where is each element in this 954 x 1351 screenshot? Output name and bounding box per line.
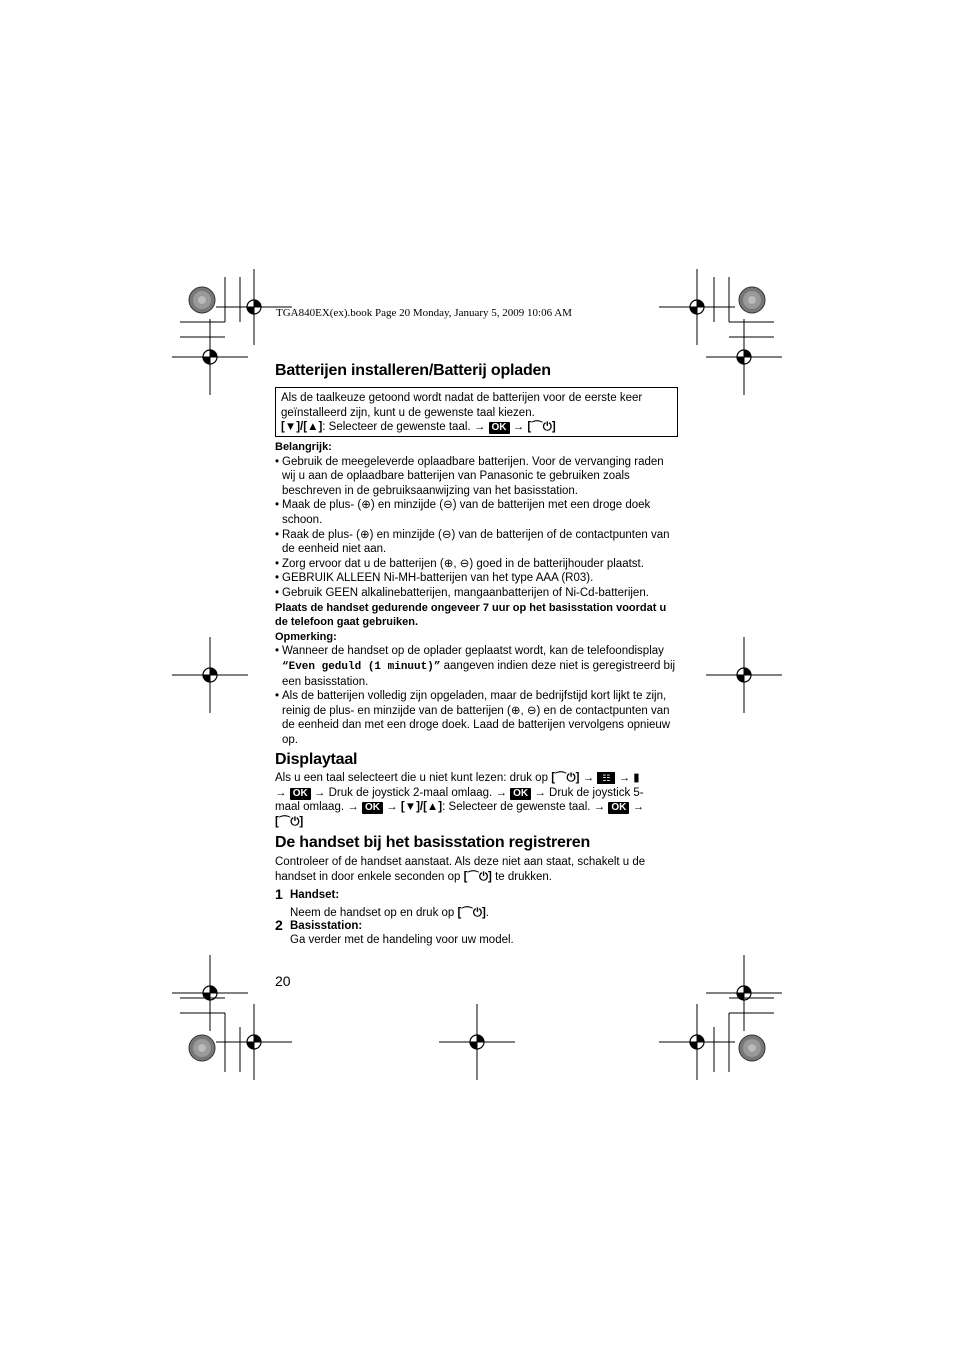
list-item: • Gebruik GEEN alkalinebatterijen, mangaanbatterijen of Ni-Cd-batterijen.: [275, 586, 680, 601]
display-message: “Even geduld (1 minuut)”: [282, 660, 441, 673]
step-title: Basisstation:: [290, 920, 363, 932]
notice-select-text: : Selecteer de gewenste taal.: [322, 421, 471, 434]
display-language-line-4: [275, 815, 680, 830]
step-number: 1: [275, 886, 283, 902]
instruction-text: Druk de joystick 2-maal omlaag.: [328, 786, 493, 799]
arrow-icon: →: [632, 801, 645, 814]
step-title: Handset:: [290, 889, 340, 901]
arrow-icon: →: [534, 786, 546, 799]
instruction-text: : Selecteer de gewenste taal.: [442, 801, 591, 814]
section-title-register: De handset bij het basisstation registreren: [275, 834, 591, 851]
notice-line-2: geïnstalleerd zijn, kunt u de gewenste taal kiezen.: [281, 406, 535, 419]
ok-key: OK: [362, 802, 383, 814]
arrow-icon: →: [347, 801, 359, 814]
note1-post-text: aangeven indien deze niet is geregistreerd bij een basisstation.: [282, 659, 676, 688]
arrow-icon: →: [313, 786, 326, 799]
list-item: • Zorg ervoor dat u de batterijen (⊕, ⊖) goed in de batterijhouder plaatst.: [275, 557, 680, 572]
list-item: • Gebruik de meegeleverde oplaadbare batterijen. Voor de vervanging raden wij u aan de oplaadbare batterijen van Panasonic te gebruiken zoals beschreven in de gebruiksaanwijzing van het basisstation.: [275, 455, 680, 499]
arrow-icon: →: [618, 772, 631, 784]
instruction-text: Neem de handset op en druk op: [290, 907, 455, 919]
notice-line-1: Als de taalkeuze getoond wordt nadat de batterijen voor de eerste keer: [281, 392, 643, 404]
arrow-icon: →: [473, 421, 486, 434]
display-language-instructions: [275, 771, 680, 829]
step-text: Ga verder met de handeling voor uw model.: [290, 934, 514, 946]
register-intro-text: [275, 855, 655, 884]
important-list: [275, 455, 680, 601]
language-notice-box: [275, 387, 678, 437]
instruction-text: te drukken.: [491, 870, 552, 883]
display-language-line-2: [275, 786, 680, 801]
instruction-text: Druk de joystick 5-: [549, 786, 644, 799]
battery-instructions: [275, 440, 680, 747]
list-item: • GEBRUIK ALLEEN Ni-MH-batterijen van het type AAA (R03).: [275, 571, 680, 586]
step-number: 2: [275, 917, 283, 933]
display-language-line-1: [275, 771, 680, 786]
off-key: [⌒⏻]: [463, 870, 492, 883]
off-key: [⌒⏻]: [527, 421, 556, 434]
arrow-icon: →: [275, 786, 287, 799]
note-list: [275, 644, 680, 747]
ok-key: OK: [290, 788, 311, 800]
display-language-line-3: [275, 800, 680, 815]
arrow-icon: →: [582, 772, 595, 784]
menu-icon: ☷: [597, 772, 615, 784]
important-label: Belangrijk:: [275, 441, 332, 453]
list-item: • Als de batterijen volledig zijn opgeladen, maar de bedrijfstijd kort lijkt te zijn, reinig de plus- en minzijde van de batterijen (⊕, ⊖) en de contactpunten van de eenheid dan met een droge doek. Laad de batterijen vervolgens opnieuw op.: [275, 689, 680, 747]
section-title-display-language: Displaytaal: [275, 751, 358, 768]
instruction-text: Controleer of de handset aanstaat. Als deze niet aan staat, schakelt u de handset in door enkele seconden op: [275, 856, 646, 883]
instruction-text: maal omlaag.: [275, 801, 345, 814]
charge-notice: Plaats de handset gedurende ongeveer 7 uur op het basisstation voordat u de telefoon gaat gebruiken.: [275, 601, 667, 629]
arrow-icon: →: [386, 801, 398, 814]
ok-key: OK: [510, 788, 531, 800]
handset-icon: ▮: [633, 772, 640, 784]
ok-key: OK: [608, 802, 629, 814]
instruction-text: .: [485, 907, 489, 919]
off-key: [⌒⏻]: [457, 907, 486, 919]
section-title-battery: Batterijen installeren/Batterij opladen: [275, 362, 551, 379]
list-item: [275, 644, 680, 689]
ok-key: OK: [489, 422, 510, 434]
arrow-icon: →: [495, 786, 507, 799]
note1-text: Wanneer de handset op de oplader geplaatst wordt, kan de telefoondisplay: [282, 645, 664, 658]
list-item: • Raak de plus- (⊕) en minzijde (⊖) van de batterijen of de contactpunten van de eenheid niet aan.: [275, 528, 680, 557]
register-intro: [275, 855, 655, 884]
step-text: [290, 904, 489, 920]
down-up-key: [▼]/[▲]: [400, 801, 443, 814]
file-info-header: TGA840EX(ex).book Page 20 Monday, January 5, 2009 10:06 AM: [276, 307, 572, 319]
notice-line-3: [281, 420, 672, 435]
list-item: • Maak de plus- (⊕) en minzijde (⊖) van de batterijen met een droge doek schoon.: [275, 498, 680, 527]
arrow-icon: →: [593, 801, 606, 814]
arrow-icon: →: [512, 421, 525, 434]
off-key: [⌒⏻]: [275, 815, 304, 828]
down-up-key: [▼]/[▲]: [281, 421, 323, 434]
note-label: Opmerking:: [275, 630, 337, 643]
off-key: [⌒⏻]: [551, 772, 580, 784]
instruction-text: Als u een taal selecteert die u niet kunt lezen: druk op: [275, 772, 548, 784]
page-number: 20: [275, 973, 291, 989]
